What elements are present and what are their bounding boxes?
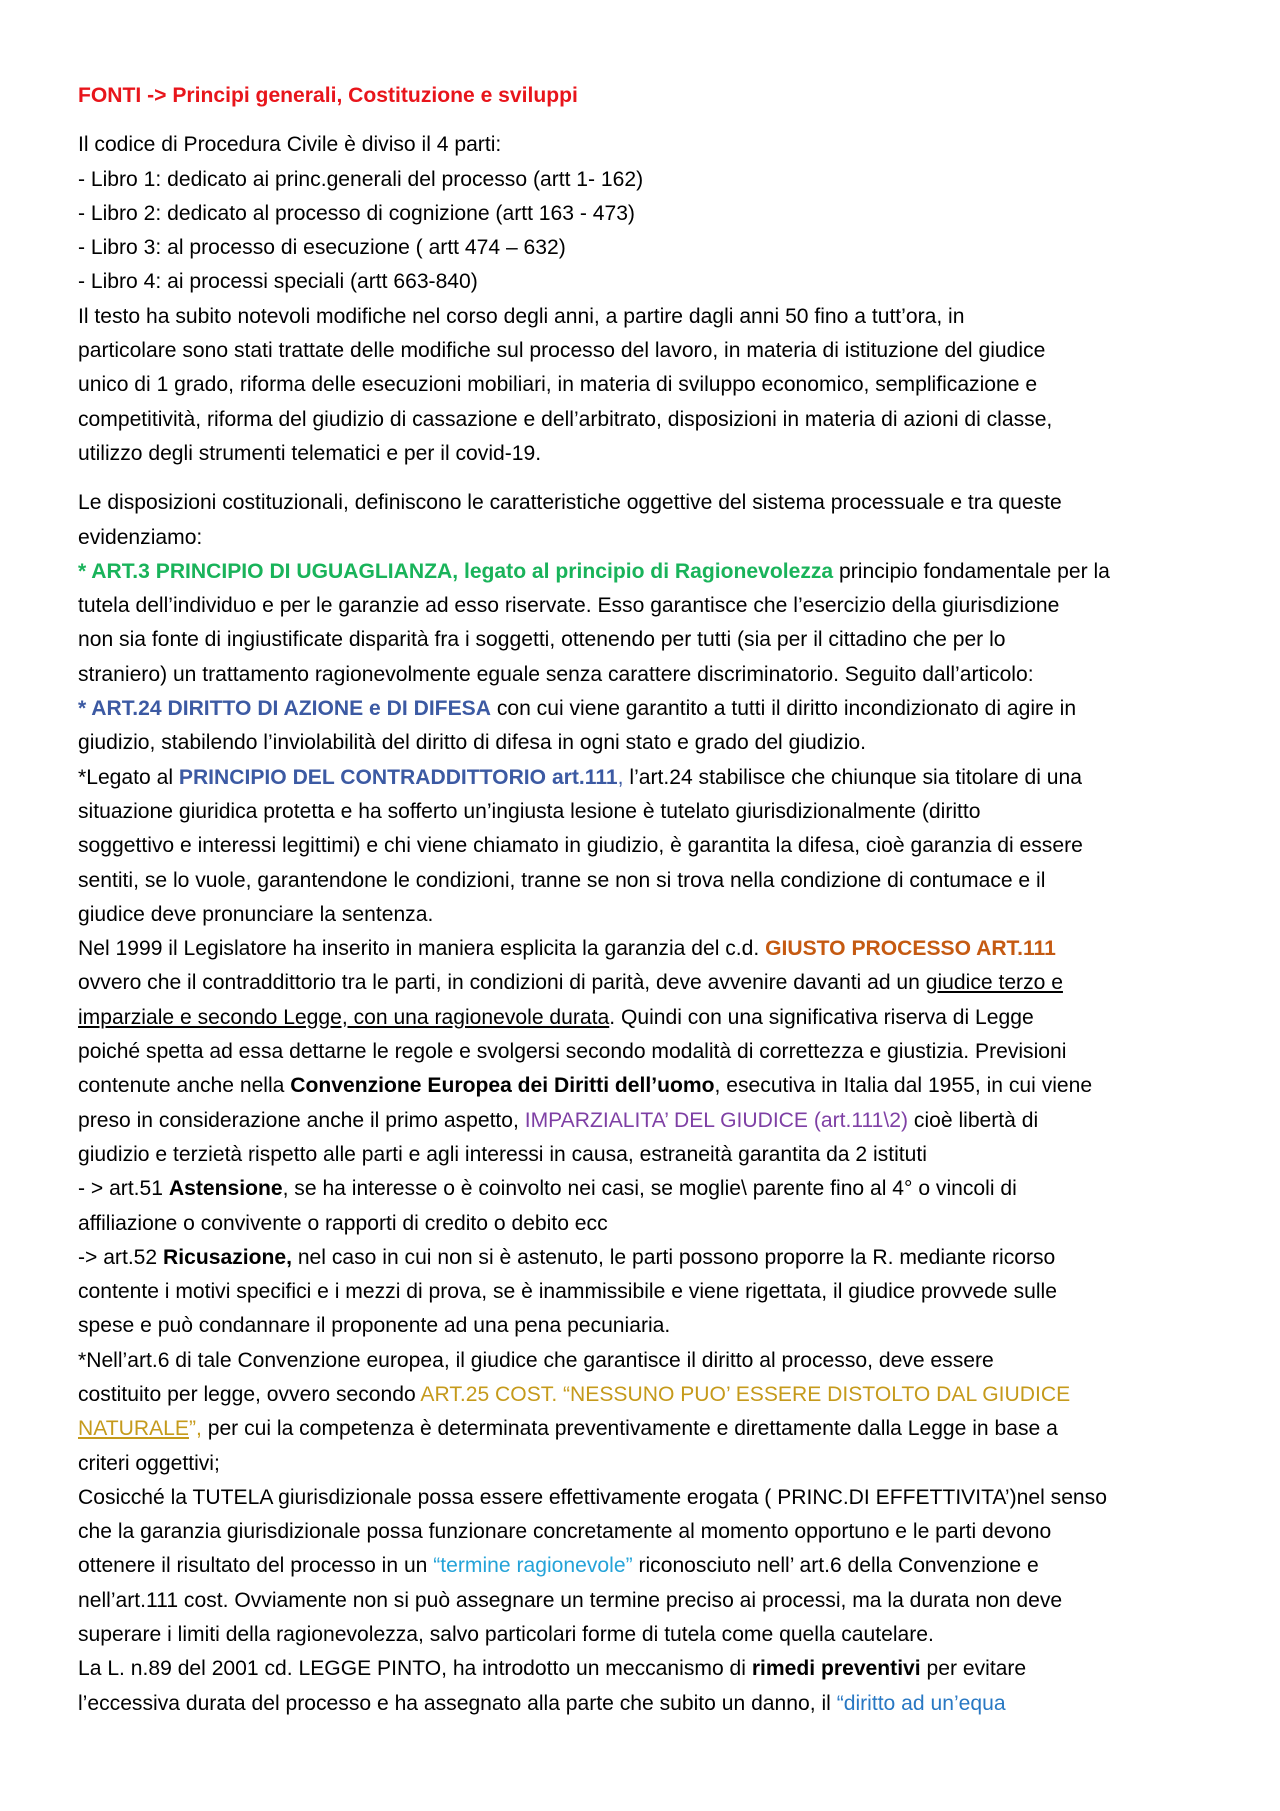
art3-heading: * ART.3 PRINCIPIO DI UGUAGLIANZA, legato al principio di Ragionevolezza [78, 559, 834, 583]
text-line: superare i limiti della ragionevolezza, salvo particolari forme di tutela come quella cautelare. [78, 1623, 934, 1647]
text-line: Nel 1999 il Legislatore ha inserito in maniera esplicita la garanzia del c.d. GIUSTO PROCESSO ART.111 [78, 937, 1056, 961]
text-line: -> art.52 Ricusazione, nel caso in cui non si è astenuto, le parti possono proporre la R. mediante ricorso [78, 1245, 1056, 1269]
text-line: - > art.51 Astensione, se ha interesse o è coinvolto nei casi, se moglie\ parente fino al 4° o vincoli di [78, 1177, 1017, 1201]
text-line: - Libro 2: dedicato al processo di cognizione (artt 163 - 473) [78, 201, 635, 225]
text-line: sentiti, se lo vuole, garantendone le condizioni, tranne se non si trova nella condizione di contumace e il [78, 868, 1046, 892]
text-line: unico di 1 grado, riforma delle esecuzioni mobiliari, in materia di sviluppo economico, semplificazione e [78, 373, 1038, 397]
rimedi-preventivi: rimedi preventivi [751, 1657, 921, 1681]
text-line: *Nell’art.6 di tale Convenzione europea, il giudice che garantisce il diritto al processo, deve essere [78, 1348, 994, 1372]
text-line: tutela dell’individuo e per le garanzie ad esso riservate. Esso garantisce che l’esercizio della giurisdizione [78, 594, 1060, 618]
paragraph-codice [78, 128, 1200, 471]
text-line: * ART.3 PRINCIPIO DI UGUAGLIANZA, legato al principio di Ragionevolezza principio fondamentale per la [78, 559, 1110, 583]
text-line: - Libro 1: dedicato ai princ.generali del processo (artt 1- 162) [78, 167, 644, 191]
text-line: NATURALE”, per cui la competenza è determinata preventivamente e direttamente dalla Legge in base a [78, 1417, 1058, 1441]
text-line: soggettivo e interessi legittimi) e chi viene chiamato in giudizio, è garantita la difesa, cioè garanzia di essere [78, 834, 1083, 858]
art25-heading: ART.25 COST. “NESSUNO PUO’ ESSERE DISTOLTO DAL GIUDICE [420, 1382, 1071, 1406]
text-line: preso in considerazione anche il primo aspetto, IMPARZIALITA’ DEL GIUDICE (art.111\2) cioè libertà di [78, 1108, 1039, 1132]
text-line: competitività, riforma del giudizio di cassazione e dell’arbitrato, disposizioni in materia di azioni di classe, [78, 407, 1053, 431]
text-line: non sia fonte di ingiustificate disparità fra i soggetti, ottenendo per tutti (sia per il cittadino che per lo [78, 628, 1006, 652]
text-line: particolare sono stati trattate delle modifiche sul processo del lavoro, in materia di istituzione del giudice [78, 339, 1046, 363]
text-line: Le disposizioni costituzionali, definiscono le caratteristiche oggettive del sistema processuale e tra queste [78, 491, 1062, 515]
text-line: che la garanzia giurisdizionale possa funzionare concretamente al momento opportuno e le parti devono [78, 1520, 1052, 1544]
text-line: imparziale e secondo Legge, con una ragionevole durata. Quindi con una significativa riserva di Legge [78, 1005, 1034, 1029]
text-line: evidenziamo: [78, 525, 203, 549]
text-line: giudizio e terzietà rispetto alle parti e agli interessi in causa, estraneità garantita da 2 istituti [78, 1142, 927, 1166]
text-line: ottenere il risultato del processo in un “termine ragionevole” riconosciuto nell’ art.6 della Convenzione e [78, 1554, 1039, 1578]
termine-ragionevole: “termine ragionevole” [433, 1554, 633, 1578]
text-line: La L. n.89 del 2001 cd. LEGGE PINTO, ha introdotto un meccanismo di rimedi preventivi per evitare [78, 1657, 1027, 1681]
text-line: Cosicché la TUTELA giurisdizionale possa essere effettivamente erogata ( PRINC.DI EFFETTIVITA’)nel senso [78, 1485, 1107, 1509]
convenzione-heading: Convenzione Europea dei Diritti dell’uomo [290, 1074, 715, 1098]
text-line: utilizzo degli strumenti telematici e per il covid-19. [78, 441, 542, 465]
text-line: affiliazione o convivente o rapporti di credito o debito ecc [78, 1211, 608, 1235]
paragraph-costituzione [78, 486, 1200, 1721]
text-line: spese e può condannare il proponente ad una pena pecuniaria. [78, 1314, 671, 1338]
contraddittorio-heading: PRINCIPIO DEL CONTRADDITTORIO art.111 [178, 765, 618, 789]
ricusazione-heading: Ricusazione, [163, 1245, 292, 1269]
text-line: criteri oggettivi; [78, 1451, 220, 1475]
diritto-equa: “diritto ad un’equa [836, 1691, 1006, 1715]
text-line: *Legato al PRINCIPIO DEL CONTRADDITTORIO art.111, l’art.24 stabilisce che chiunque sia titolare di una [78, 765, 1082, 789]
text-line: Il testo ha subito notevoli modifiche nel corso degli anni, a partire dagli anni 50 fino a tutt’ora, in [78, 304, 965, 328]
text-line: contente i motivi specifici e i mezzi di prova, se è inammissibile e viene rigettata, il giudice provvede sulle [78, 1280, 1057, 1304]
text-line: situazione giuridica protetta e ha sofferto un’ingiusta lesione è tutelato giurisdizionalmente (diritto [78, 799, 981, 823]
text-line: ovvero che il contraddittorio tra le parti, in condizioni di parità, deve avvenire davanti ad un giudice terzo e [78, 971, 1063, 995]
text-line: nell’art.111 cost. Ovviamente non si può assegnare un termine preciso ai processi, ma la durata non deve [78, 1588, 1063, 1612]
imparzialita-heading: IMPARZIALITA’ DEL GIUDICE (art.111\2) [524, 1108, 909, 1132]
text-line: - Libro 4: ai processi speciali (artt 663-840) [78, 270, 478, 294]
text-line: Il codice di Procedura Civile è diviso il 4 parti: [78, 133, 502, 157]
text-line: - Libro 3: al processo di esecuzione ( artt 474 – 632) [78, 236, 566, 260]
text-line: poiché spetta ad essa dettarne le regole e svolgersi secondo modalità di correttezza e giustizia. Previsioni [78, 1040, 1067, 1064]
text-line: contenute anche nella Convenzione Europea dei Diritti dell’uomo, esecutiva in Italia dal 1955, in cui viene [78, 1074, 1093, 1098]
text-line: l’eccessiva durata del processo e ha assegnato alla parte che subito un danno, il “diritto ad un’equa [78, 1691, 1006, 1715]
text-line: straniero) un trattamento ragionevolmente eguale senza carattere discriminatorio. Seguito dall’articolo: [78, 662, 1034, 686]
text-line: giudice deve pronunciare la sentenza. [78, 902, 434, 926]
text-line: giudizio, stabilendo l’inviolabilità del diritto di difesa in ogni stato e grado del giudizio. [78, 731, 866, 755]
art24-heading: * ART.24 DIRITTO DI AZIONE e DI DIFESA [78, 697, 491, 721]
astensione-heading: Astensione [168, 1177, 283, 1201]
document-title: FONTI -> Principi generali, Costituzione e sviluppi [78, 84, 578, 107]
giusto-processo-heading: GIUSTO PROCESSO ART.111 [765, 937, 1056, 961]
text-line: * ART.24 DIRITTO DI AZIONE e DI DIFESA con cui viene garantito a tutti il diritto incondizionato di agire in [78, 697, 1077, 721]
text-line: costituito per legge, ovvero secondo ART.25 COST. “NESSUNO PUO’ ESSERE DISTOLTO DAL GIUDICE [78, 1382, 1071, 1406]
